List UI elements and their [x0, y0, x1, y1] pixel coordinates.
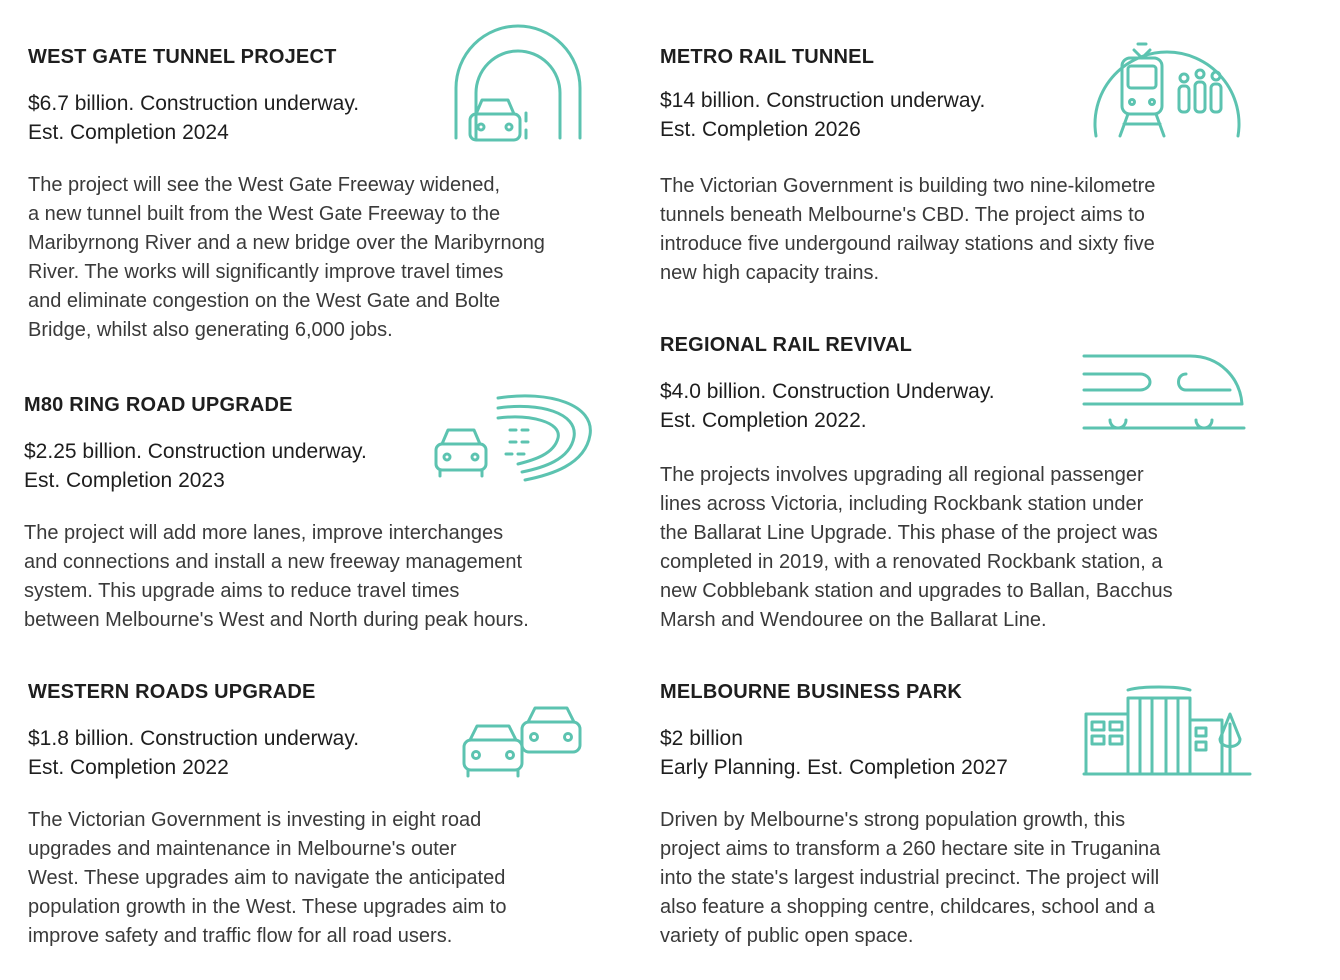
description-line: also feature a shopping centre, childcares, school and a	[660, 896, 1155, 918]
description-line: the Ballarat Line Upgrade. This phase of the project was	[660, 522, 1158, 544]
description-line: improve safety and traffic flow for all road users.	[28, 925, 453, 947]
cost-status: $1.8 billion. Construction underway.	[28, 727, 360, 750]
description-line: Marsh and Wendouree on the Ballarat Line.	[660, 609, 1047, 631]
description-line: project aims to transform a 260 hectare site in Truganina	[660, 838, 1161, 860]
description-line: a new tunnel built from the West Gate Freeway to the	[28, 203, 501, 225]
description-line: introduce five undergound railway stations and sixty five	[660, 233, 1155, 255]
ring-road-car-icon	[430, 380, 605, 490]
project-description	[28, 806, 506, 951]
description-line: between Melbourne's West and North during peak hours.	[24, 609, 529, 631]
project-summary	[28, 724, 506, 782]
project-title: METRO RAIL TUNNEL	[660, 46, 875, 68]
project-title: REGIONAL RAIL REVIVAL	[660, 334, 913, 356]
completion-date: Est. Completion 2026	[660, 118, 861, 141]
cost-status: $6.7 billion. Construction underway.	[28, 92, 360, 115]
description-line: and connections and install a new freeway management	[24, 551, 523, 573]
project-description	[28, 171, 545, 345]
project-title: MELBOURNE BUSINESS PARK	[660, 681, 963, 703]
project-description	[660, 172, 1155, 288]
project-description	[660, 461, 1173, 635]
completion-date: Est. Completion 2022.	[660, 409, 867, 432]
description-line: The project will add more lanes, improve interchanges	[24, 522, 504, 544]
description-line: Maribyrnong River and a new bridge over the Maribyrnong	[28, 232, 545, 254]
tunnel-car-icon	[448, 18, 588, 148]
description-line: upgrades and maintenance in Melbourne's outer	[28, 838, 457, 860]
project-title: WESTERN ROADS UPGRADE	[28, 681, 316, 703]
description-line: population growth in the West. These upgrades aim to	[28, 896, 507, 918]
cost-status: $4.0 billion. Construction Underway.	[660, 380, 995, 403]
description-line: variety of public open space.	[660, 925, 914, 947]
metro-train-icon	[1082, 14, 1252, 144]
project-title: M80 RING ROAD UPGRADE	[24, 394, 293, 416]
description-line: Driven by Melbourne's strong population growth, this	[660, 809, 1126, 831]
project-western-roads	[28, 681, 506, 951]
cost-status: $2.25 billion. Construction underway.	[24, 440, 367, 463]
description-line: The Victorian Government is building two nine-kilometre	[660, 175, 1156, 197]
description-line: and eliminate congestion on the West Gate and Bolte	[28, 290, 501, 312]
completion-date: Est. Completion 2022	[28, 756, 229, 779]
description-line: The projects involves upgrading all regional passenger	[660, 464, 1144, 486]
description-line: new Cobblebank station and upgrades to Ballan, Bacchus	[660, 580, 1173, 602]
description-line: tunnels beneath Melbourne's CBD. The project aims to	[660, 204, 1145, 226]
description-line: system. This upgrade aims to reduce travel times	[24, 580, 460, 602]
completion-date: Est. Completion 2024	[28, 121, 229, 144]
project-description	[24, 519, 529, 635]
completion-date: Est. Completion 2023	[24, 469, 225, 492]
two-cars-icon	[458, 700, 588, 785]
description-line: The project will see the West Gate Freeway widened,	[28, 174, 501, 196]
description-line: The Victorian Government is investing in eight road	[28, 809, 482, 831]
description-line: West. These upgrades aim to navigate the anticipated	[28, 867, 506, 889]
cost-status: $14 billion. Construction underway.	[660, 89, 986, 112]
regional-train-icon	[1080, 348, 1250, 438]
description-line: new high capacity trains.	[660, 262, 880, 284]
description-line: Bridge, whilst also generating 6,000 jobs.	[28, 319, 393, 341]
completion-date: Early Planning. Est. Completion 2027	[660, 756, 1008, 779]
project-title: WEST GATE TUNNEL PROJECT	[28, 46, 337, 68]
description-line: completed in 2019, with a renovated Rockbank station, a	[660, 551, 1163, 573]
project-description	[660, 806, 1160, 951]
business-park-icon	[1080, 684, 1255, 784]
description-line: River. The works will significantly improve travel times	[28, 261, 504, 283]
cost-status: $2 billion	[660, 727, 743, 750]
description-line: lines across Victoria, including Rockbank station under	[660, 493, 1144, 515]
description-line: into the state's largest industrial precinct. The project will	[660, 867, 1160, 889]
